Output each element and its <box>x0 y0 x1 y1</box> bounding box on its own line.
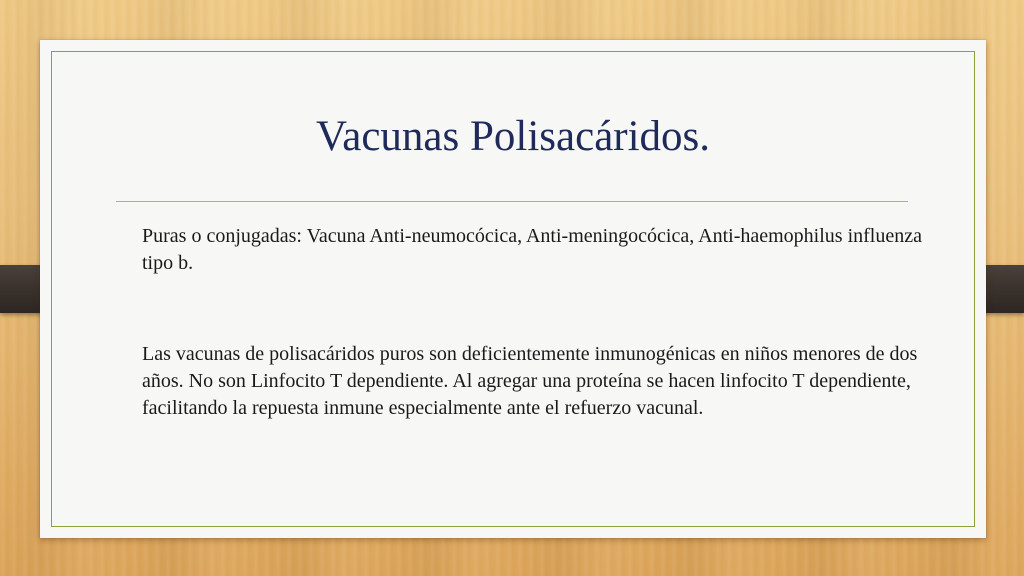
body-paragraph-1: Puras o conjugadas: Vacuna Anti-neumocócica, Anti-meningocócica, Anti-haemophilus influenza tipo b. <box>142 225 922 274</box>
title-divider <box>116 201 908 202</box>
body-paragraph-2: Las vacunas de polisacáridos puros son deficientemente inmunogénicas en niños menores de dos años. No son Linfocito T dependiente. Al agregar una proteína se hacen linfocito T dependiente, facilitando la repuesta inmune especialmente ante el refuerzo vacunal. <box>142 343 918 419</box>
slide-paper <box>40 40 986 538</box>
slide-title: Vacunas Polisacáridos. <box>315 113 711 160</box>
